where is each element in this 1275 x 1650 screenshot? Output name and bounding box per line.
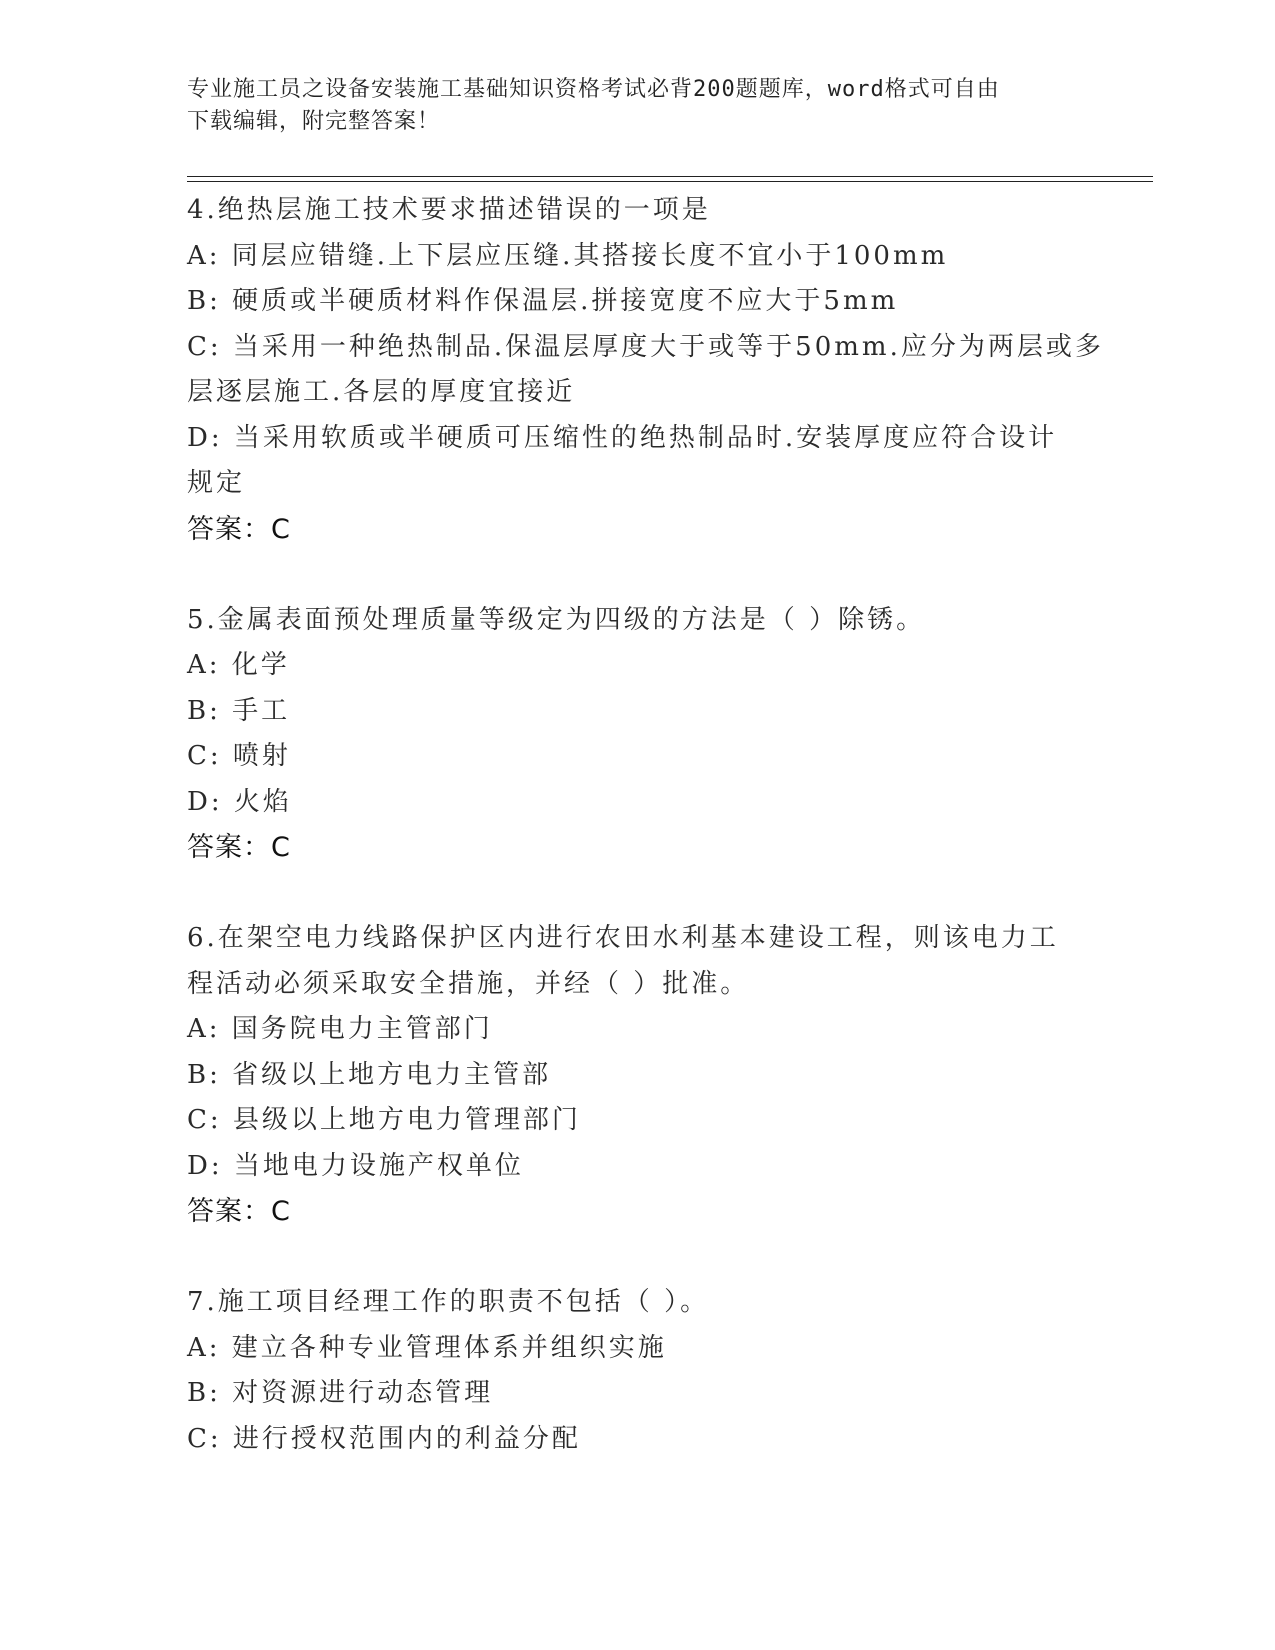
answer-line: 答案：C xyxy=(187,513,291,545)
question-stem: 4.绝热层施工技术要求描述错误的一项是 xyxy=(187,195,711,225)
option-b: B: 硬质或半硬质材料作保温层.拼接宽度不应大于5mm xyxy=(187,286,899,316)
header-divider-bottom xyxy=(187,181,1153,182)
header-title-line-2: 下载编辑，附完整答案！ xyxy=(187,109,441,134)
question-item xyxy=(187,598,1087,871)
answer-line: 答案：C xyxy=(187,832,291,863)
question-stem-continued: 程活动必须采取安全措施，并经（ ）批准。 xyxy=(187,968,750,999)
question-spacer xyxy=(187,1235,1087,1281)
header-title-line-1: 专业施工员之设备安装施工基础知识资格考试必背200题题库，word格式可自由 xyxy=(187,77,1000,102)
option-a: A: 国务院电力主管部门 xyxy=(187,1014,493,1044)
question-item xyxy=(187,188,1104,552)
option-c: C: 当采用一种绝热制品.保温层厚度大于或等于50mm.应分为两层或多 xyxy=(187,331,1104,362)
option-b: B: 对资源进行动态管理 xyxy=(187,1378,494,1408)
question-stem: 6.在架空电力线路保护区内进行农田水利基本建设工程，则该电力工 xyxy=(187,923,1059,953)
option-d: D: 当采用软质或半硬质可压缩性的绝热制品时.安装厚度应符合设计 xyxy=(187,422,1058,453)
question-stem: 5.金属表面预处理质量等级定为四级的方法是（ ）除锈。 xyxy=(187,604,926,635)
question-item xyxy=(187,916,1087,1235)
question-item xyxy=(187,1280,1087,1462)
document-header xyxy=(187,74,1087,138)
option-d: D: 当地电力设施产权单位 xyxy=(187,1150,524,1181)
option-a: A: 化学 xyxy=(187,650,290,680)
answer-line: 答案：C xyxy=(187,1196,291,1227)
option-d-continued: 规定 xyxy=(187,468,246,498)
option-c: C: 喷射 xyxy=(187,741,291,771)
option-c: C: 县级以上地方电力管理部门 xyxy=(187,1105,581,1135)
option-a: A: 建立各种专业管理体系并组织实施 xyxy=(187,1332,667,1363)
option-d: D: 火焰 xyxy=(187,786,292,817)
option-a: A: 同层应错缝.上下层应压缝.其搭接长度不宜小于100mm xyxy=(187,240,949,271)
question-stem: 7.施工项目经理工作的职责不包括（ ）。 xyxy=(187,1287,710,1317)
header-divider-top xyxy=(187,176,1153,177)
question-spacer xyxy=(187,871,1087,917)
option-c-continued: 层逐层施工.各层的厚度宜接近 xyxy=(187,377,576,407)
option-b: B: 省级以上地方电力主管部 xyxy=(187,1059,552,1090)
question-spacer xyxy=(187,552,1087,598)
option-b: B: 手工 xyxy=(187,695,291,726)
option-c: C: 进行授权范围内的利益分配 xyxy=(187,1423,581,1454)
question-list xyxy=(187,188,1104,1462)
